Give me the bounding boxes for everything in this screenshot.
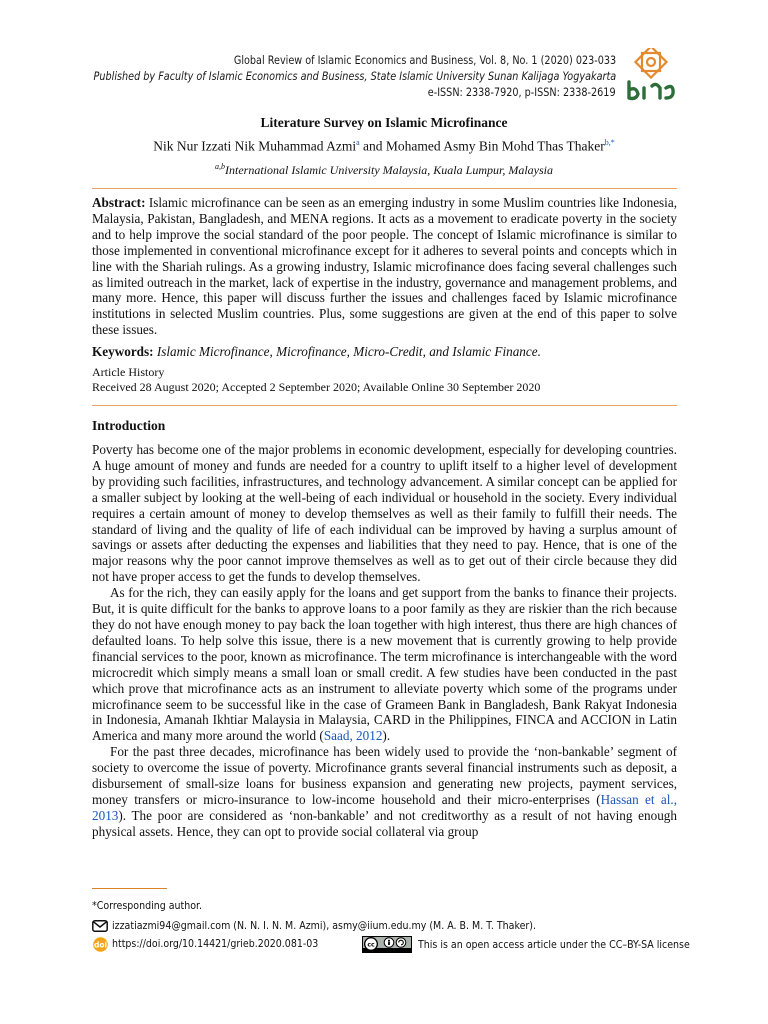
history-dates: Received 28 August 2020; Accepted 2 September 2020; Available Online 30 September 2020	[92, 380, 541, 394]
section-divider	[92, 405, 677, 406]
section-divider	[92, 188, 677, 189]
citation-link[interactable]: Hassan et al., 2013	[92, 791, 678, 823]
paragraph-text: ). The poor are considered as ‘non-bankable’ and not creditworthy as a result of not having enough physical assets. Hence, they can opt to provide social collateral via group	[92, 807, 677, 839]
email-icon	[92, 920, 108, 932]
corresponding-note: *Corresponding author.	[92, 899, 203, 912]
author-affiliation-mark[interactable]: b,*	[604, 138, 615, 147]
cc-badge-text: cc	[367, 941, 375, 949]
keywords-label: Keywords:	[92, 344, 154, 359]
email-addresses[interactable]: izzatiazmi94@gmail.com (N. N. I. N. M. Azmi), asmy@iium.edu.my (M. A. B. M. T. Thaker).	[112, 919, 537, 932]
doi-link[interactable]: https://doi.org/10.14421/grieb.2020.081-03	[112, 937, 319, 950]
license-text: This is an open access article under the CC–BY-SA license	[418, 938, 690, 951]
journal-logo-icon	[626, 48, 676, 102]
footnote-divider	[92, 888, 167, 889]
abstract	[92, 195, 677, 338]
paragraph-text: For the past three decades, microfinance has been widely used to provide the ‘non-bankable’ segment of society to overcome the issue of poverty. Microfinance grants several financial instruments such as deposit, a disbursement of small-size loans for business expansion and generating new projects, payment services, money transfers or micro-insurance to low-income household and their micro-enterprises (	[92, 744, 677, 807]
paragraph: Poverty has become one of the major problems in economic development, especially for developing countries. A huge amount of money and funds are needed for a country to uplift itself to a higher level of development by providing such facilities, infrastructures, and technology advancement. A similar concept can be applied for a smaller subject by looking at the well-being of each individual or household in the society. Every individual requires a certain amount of money to develop themselves as well as their family to fulfill their needs. The standard of living and the quality of life of each individual can be improved by having a surplus amount of savings or assets after deducting the expenses and liabilities that they need to pay. Hence, that is one of the major reasons why the poor cannot improve themselves as well as to get out of their circle because they did not have proper access to get the funds to develop themselves.	[92, 442, 677, 585]
author-line	[0, 138, 768, 155]
abstract-label: Abstract:	[92, 195, 146, 210]
paragraph-text: ).	[382, 728, 391, 744]
paragraph	[92, 744, 677, 839]
affiliation-mark: a,b	[215, 162, 225, 171]
abstract-text: Islamic microfinance can be seen as an emerging industry in some Muslim countries like Indonesia, Malaysia, Pakistan, Bangladesh, and MENA regions. It acts as a movement to eradicate poverty in the society and to help improve the social standard of the poor people. The concept of Islamic microfinance is similar to those implemented in conventional microfinance except for it adheres to several points and concepts which in line with the Shariah rulings. As a growing industry, Islamic microfinance does facing several challenges such as limited outreach in the market, lack of expertise in the industry, governance and management problems, and many more. Hence, this paper will discuss further the issues and challenges faced by Islamic microfinance institutions in selected Muslim countries. Plus, some suggestions are given at the end of this paper to solve these issues.	[92, 195, 677, 338]
author-conjunction: and	[359, 138, 386, 154]
author-name: Mohamed Asmy Bin Mohd Thas Thaker	[385, 138, 605, 154]
paper-title: Literature Survey on Islamic Microfinance	[260, 115, 508, 130]
publisher-line: Published by Faculty of Islamic Economics and Business, State Islamic University Sunan Kalijaga Yogyakarta	[93, 69, 616, 83]
issn-line: e-ISSN: 2338-7920, p-ISSN: 2338-2619	[428, 85, 616, 99]
affiliation	[0, 162, 768, 178]
keywords	[92, 344, 677, 360]
author-name: Nik Nur Izzati Nik Muhammad Azmi	[153, 138, 357, 154]
history-label: Article History	[92, 365, 165, 379]
article-history	[92, 365, 677, 395]
affiliation-text: International Islamic University Malaysia, Kuala Lumpur, Malaysia	[225, 163, 553, 177]
section-heading: Introduction	[92, 418, 166, 433]
doi-badge-text: doi	[93, 940, 108, 950]
doi-icon	[92, 937, 109, 952]
introduction-body	[92, 442, 677, 840]
journal-line: Global Review of Islamic Economics and Business, Vol. 8, No. 1 (2020) 023-033	[233, 53, 616, 67]
paragraph-text: As for the rich, they can easily apply for the loans and get support from the banks to finance their projects. But, it is quite difficult for the banks to approve loans to a poor family as they are riskier than the rich because they do not have enough money to pay back the loan together with high interest, thus there are high chances of defaulted loans. To help solve this issue, there is a new movement that is currently growing to help provide financial services to the poor, known as microfinance. The term microfinance is interchangeable with the word microcredit which simply means a small loan or small credit. A few studies have been conducted in the past which prove that microfinance acts as an instrument to alleviate poverty which some of the programs under microfinance seem to be successful like in the case of Grameen Bank in Bangladesh, Bank Rakyat Indonesia in Indonesia, Amanah Ikhtiar Malaysia in Malaysia, CARD in the Philippines, FINCA and ACCION in Latin America and many more around the world (	[92, 585, 677, 744]
cc-by-sa-license-icon[interactable]	[362, 936, 412, 953]
author-affiliation-mark: a	[356, 138, 360, 147]
citation-link[interactable]: Saad, 2012	[323, 728, 383, 744]
keywords-text: Islamic Microfinance, Microfinance, Micro-Credit, and Islamic Finance.	[153, 344, 541, 359]
paragraph	[92, 585, 677, 744]
